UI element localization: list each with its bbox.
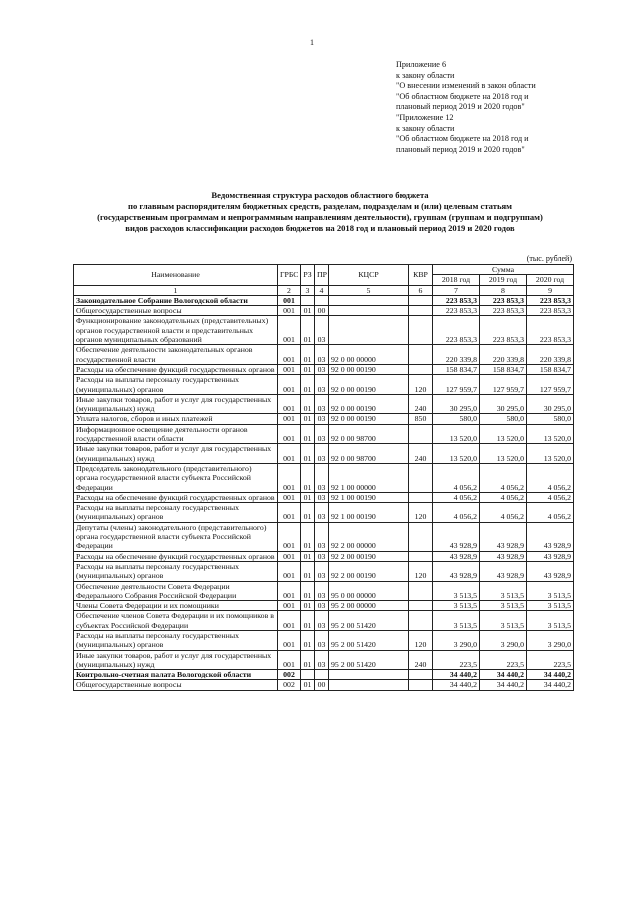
cell-2018: 580,0	[433, 414, 480, 424]
cell-rz: 01	[301, 503, 315, 523]
column-number: 1	[74, 285, 278, 295]
cell-2020: 127 959,7	[527, 375, 574, 395]
cell-2020: 223 853,3	[527, 316, 574, 345]
header-kcsr: КЦСР	[329, 265, 409, 286]
cell-kcsr: 92 1 00 00000	[329, 463, 409, 492]
cell-kvr	[409, 424, 433, 444]
cell-rz: 01	[301, 444, 315, 464]
cell-kvr	[409, 611, 433, 631]
cell-rz: 01	[301, 561, 315, 581]
document-title	[60, 190, 580, 234]
cell-name: Законодательное Собрание Вологодской области	[74, 295, 278, 305]
table-row	[74, 316, 574, 345]
cell-pr: 03	[315, 424, 329, 444]
cell-pr	[315, 295, 329, 305]
cell-kvr	[409, 522, 433, 551]
cell-name: Расходы на выплаты персоналу государственных (муниципальных) органов	[74, 375, 278, 395]
cell-pr: 03	[315, 492, 329, 502]
cell-kcsr	[329, 295, 409, 305]
header-2020: 2020 год	[527, 275, 574, 285]
cell-2019: 4 056,2	[480, 492, 527, 502]
cell-kvr	[409, 492, 433, 502]
cell-grbs: 002	[278, 680, 301, 690]
column-number: 9	[527, 285, 574, 295]
cell-pr: 03	[315, 414, 329, 424]
cell-name: Информационное освещение деятельности органов государственной власти области	[74, 424, 278, 444]
title-line: по главным распорядителям бюджетных средств, разделам, подразделам и (или) целевым статьям	[128, 201, 512, 211]
cell-kvr	[409, 463, 433, 492]
cell-kcsr: 95 0 00 00000	[329, 581, 409, 601]
cell-name: Контрольно-счетная палата Вологодской области	[74, 670, 278, 680]
table-row	[74, 345, 574, 365]
cell-name: Члены Совета Федерации и их помощники	[74, 601, 278, 611]
cell-pr: 03	[315, 561, 329, 581]
cell-kcsr: 95 2 00 51420	[329, 630, 409, 650]
table-row	[74, 364, 574, 374]
table-row	[74, 561, 574, 581]
cell-2019: 34 440,2	[480, 670, 527, 680]
cell-rz: 01	[301, 630, 315, 650]
cell-kcsr: 92 1 00 00190	[329, 492, 409, 502]
table-row	[74, 414, 574, 424]
cell-pr: 03	[315, 601, 329, 611]
cell-grbs: 001	[278, 630, 301, 650]
table-row	[74, 551, 574, 561]
cell-2018: 43 928,9	[433, 561, 480, 581]
cell-rz: 01	[301, 650, 315, 670]
cell-name: Расходы на обеспечение функций государственных органов	[74, 551, 278, 561]
cell-rz: 01	[301, 375, 315, 395]
cell-grbs: 001	[278, 463, 301, 492]
cell-kcsr	[329, 316, 409, 345]
cell-kvr	[409, 316, 433, 345]
cell-2020: 43 928,9	[527, 561, 574, 581]
cell-2018: 4 056,2	[433, 463, 480, 492]
cell-grbs: 001	[278, 375, 301, 395]
column-number: 7	[433, 285, 480, 295]
cell-pr: 03	[315, 611, 329, 631]
appendix-line: "Об областном бюджете на 2018 год и	[396, 91, 529, 101]
cell-name: Общегосударственные вопросы	[74, 680, 278, 690]
header-kvr: КВР	[409, 265, 433, 286]
cell-2019: 223,5	[480, 650, 527, 670]
cell-kvr	[409, 680, 433, 690]
cell-2018: 13 520,0	[433, 444, 480, 464]
table-row	[74, 375, 574, 395]
cell-kcsr: 92 0 00 00190	[329, 394, 409, 414]
cell-name: Обеспечение членов Совета Федерации и их помощников в субъектах Российской Федерации	[74, 611, 278, 631]
cell-pr: 03	[315, 551, 329, 561]
cell-name: Уплата налогов, сборов и иных платежей	[74, 414, 278, 424]
cell-kvr	[409, 306, 433, 316]
cell-pr: 03	[315, 503, 329, 523]
cell-pr: 03	[315, 316, 329, 345]
column-number: 5	[329, 285, 409, 295]
column-number: 4	[315, 285, 329, 295]
cell-kcsr	[329, 680, 409, 690]
cell-2019: 3 513,5	[480, 601, 527, 611]
title-line: Ведомственная структура расходов областного бюджета	[211, 190, 429, 200]
cell-name: Иные закупки товаров, работ и услуг для государственных (муниципальных) нужд	[74, 650, 278, 670]
cell-kcsr: 92 2 00 00190	[329, 561, 409, 581]
cell-2018: 3 513,5	[433, 601, 480, 611]
cell-pr: 00	[315, 306, 329, 316]
cell-name: Расходы на выплаты персоналу государственных (муниципальных) органов	[74, 630, 278, 650]
cell-grbs: 001	[278, 601, 301, 611]
header-2019: 2019 год	[480, 275, 527, 285]
cell-2020: 223,5	[527, 650, 574, 670]
cell-kcsr: 92 0 00 98700	[329, 424, 409, 444]
cell-name: Расходы на обеспечение функций государственных органов	[74, 492, 278, 502]
cell-kcsr: 92 0 00 00190	[329, 414, 409, 424]
cell-2019: 43 928,9	[480, 561, 527, 581]
cell-2020: 34 440,2	[527, 670, 574, 680]
cell-name: Обеспечение деятельности Совета Федерации Федерального Собрания Российской Федерации	[74, 581, 278, 601]
header-sum: Сумма	[433, 265, 574, 275]
cell-grbs: 001	[278, 345, 301, 365]
cell-rz: 01	[301, 394, 315, 414]
cell-2019: 3 513,5	[480, 611, 527, 631]
cell-2020: 4 056,2	[527, 503, 574, 523]
cell-2020: 223 853,3	[527, 306, 574, 316]
cell-kvr	[409, 601, 433, 611]
table-row	[74, 630, 574, 650]
cell-grbs: 001	[278, 581, 301, 601]
cell-rz: 01	[301, 680, 315, 690]
cell-rz: 01	[301, 522, 315, 551]
cell-2018: 223 853,3	[433, 295, 480, 305]
cell-2019: 13 520,0	[480, 424, 527, 444]
cell-2020: 580,0	[527, 414, 574, 424]
header-grbs: ГРБС	[278, 265, 301, 286]
cell-name: Расходы на выплаты персоналу государственных (муниципальных) органов	[74, 561, 278, 581]
cell-rz: 01	[301, 463, 315, 492]
cell-kvr	[409, 364, 433, 374]
cell-2018: 223 853,3	[433, 316, 480, 345]
table-row	[74, 306, 574, 316]
cell-2018: 34 440,2	[433, 680, 480, 690]
cell-2020: 13 520,0	[527, 424, 574, 444]
cell-pr: 03	[315, 394, 329, 414]
cell-rz: 01	[301, 611, 315, 631]
units-label: (тыс. рублей)	[526, 254, 572, 263]
cell-name: Иные закупки товаров, работ и услуг для государственных (муниципальных) нужд	[74, 394, 278, 414]
appendix-line: к закону области	[396, 123, 455, 133]
table-row	[74, 295, 574, 305]
cell-name: Общегосударственные вопросы	[74, 306, 278, 316]
cell-grbs: 001	[278, 551, 301, 561]
cell-kvr	[409, 345, 433, 365]
title-line: видов расходов классификации расходов бюджетов на 2018 год и плановый период 2019 и 2020 годов	[125, 223, 515, 233]
cell-kcsr: 92 1 00 00190	[329, 503, 409, 523]
cell-kcsr: 92 0 00 00190	[329, 375, 409, 395]
header-2018: 2018 год	[433, 275, 480, 285]
cell-name: Расходы на обеспечение функций государственных органов	[74, 364, 278, 374]
appendix-line: "Приложение 12	[396, 112, 454, 122]
cell-pr: 03	[315, 522, 329, 551]
cell-2019: 4 056,2	[480, 463, 527, 492]
table-row	[74, 680, 574, 690]
appendix-line: к закону области	[396, 70, 455, 80]
header-pr: ПР	[315, 265, 329, 286]
cell-grbs: 001	[278, 492, 301, 502]
header-rz: РЗ	[301, 265, 315, 286]
cell-kcsr: 92 2 00 00000	[329, 522, 409, 551]
cell-name: Иные закупки товаров, работ и услуг для государственных (муниципальных) нужд	[74, 444, 278, 464]
cell-rz	[301, 670, 315, 680]
cell-pr: 03	[315, 444, 329, 464]
table-row	[74, 650, 574, 670]
cell-grbs: 001	[278, 394, 301, 414]
cell-2019: 223 853,3	[480, 306, 527, 316]
cell-kvr	[409, 670, 433, 680]
cell-rz: 01	[301, 551, 315, 561]
cell-grbs: 001	[278, 414, 301, 424]
cell-pr: 00	[315, 680, 329, 690]
cell-2019: 4 056,2	[480, 503, 527, 523]
cell-rz: 01	[301, 492, 315, 502]
column-number: 8	[480, 285, 527, 295]
cell-2018: 3 290,0	[433, 630, 480, 650]
cell-2020: 3 513,5	[527, 601, 574, 611]
appendix-line: Приложение 6	[396, 60, 447, 69]
column-number: 2	[278, 285, 301, 295]
table-row	[74, 463, 574, 492]
cell-2018: 220 339,8	[433, 345, 480, 365]
cell-rz: 01	[301, 364, 315, 374]
cell-2020: 158 834,7	[527, 364, 574, 374]
cell-grbs: 001	[278, 522, 301, 551]
appendix-line: плановый период 2019 и 2020 годов"	[396, 144, 525, 154]
cell-2019: 127 959,7	[480, 375, 527, 395]
appendix-line: плановый период 2019 и 2020 годов"	[396, 102, 525, 112]
cell-kvr: 120	[409, 375, 433, 395]
cell-rz: 01	[301, 316, 315, 345]
cell-pr: 03	[315, 364, 329, 374]
cell-2020: 43 928,9	[527, 551, 574, 561]
cell-kcsr: 92 0 00 00000	[329, 345, 409, 365]
cell-kcsr: 95 2 00 51420	[329, 611, 409, 631]
table-row	[74, 522, 574, 551]
cell-kcsr	[329, 670, 409, 680]
cell-kcsr: 92 0 00 98700	[329, 444, 409, 464]
cell-grbs: 001	[278, 306, 301, 316]
cell-grbs: 001	[278, 424, 301, 444]
cell-name: Председатель законодательного (представительного) органа государственной власти субъекта Российской Федерации	[74, 463, 278, 492]
column-number: 6	[409, 285, 433, 295]
cell-2018: 223 853,3	[433, 306, 480, 316]
cell-2019: 43 928,9	[480, 551, 527, 561]
table-row	[74, 670, 574, 680]
cell-2020: 220 339,8	[527, 345, 574, 365]
cell-2020: 3 513,5	[527, 611, 574, 631]
cell-2018: 43 928,9	[433, 551, 480, 561]
cell-grbs: 001	[278, 561, 301, 581]
cell-kcsr: 92 2 00 00190	[329, 551, 409, 561]
cell-kvr	[409, 551, 433, 561]
cell-rz	[301, 295, 315, 305]
cell-pr: 03	[315, 650, 329, 670]
cell-2018: 127 959,7	[433, 375, 480, 395]
cell-2018: 4 056,2	[433, 503, 480, 523]
cell-grbs: 002	[278, 670, 301, 680]
cell-rz: 01	[301, 581, 315, 601]
cell-rz: 01	[301, 414, 315, 424]
table-row	[74, 492, 574, 502]
cell-2018: 13 520,0	[433, 424, 480, 444]
cell-grbs: 001	[278, 316, 301, 345]
cell-name: Функционирование законодательных (представительных) органов государственной власти и представительных органов муниципальных образований	[74, 316, 278, 345]
cell-grbs: 001	[278, 611, 301, 631]
cell-kvr: 120	[409, 561, 433, 581]
cell-kvr: 120	[409, 503, 433, 523]
cell-kvr: 850	[409, 414, 433, 424]
header-name: Наименование	[74, 265, 278, 286]
page-number: 1	[310, 38, 314, 47]
cell-name: Расходы на выплаты персоналу государственных (муниципальных) органов	[74, 503, 278, 523]
cell-2018: 34 440,2	[433, 670, 480, 680]
cell-2018: 3 513,5	[433, 581, 480, 601]
cell-2019: 13 520,0	[480, 444, 527, 464]
cell-kvr: 240	[409, 650, 433, 670]
cell-name: Обеспечение деятельности законодательных органов государственной власти	[74, 345, 278, 365]
cell-2019: 223 853,3	[480, 295, 527, 305]
cell-rz: 01	[301, 601, 315, 611]
cell-grbs: 001	[278, 364, 301, 374]
cell-grbs: 001	[278, 295, 301, 305]
header-row	[74, 265, 574, 275]
cell-kvr: 240	[409, 394, 433, 414]
cell-2020: 3 513,5	[527, 581, 574, 601]
cell-kvr: 240	[409, 444, 433, 464]
cell-pr	[315, 670, 329, 680]
cell-kvr	[409, 581, 433, 601]
cell-2020: 13 520,0	[527, 444, 574, 464]
cell-rz: 01	[301, 306, 315, 316]
cell-name: Депутаты (члены) законодательного (представительного) органа государственной власти субъекта Российской Федерации	[74, 522, 278, 551]
cell-2020: 223 853,3	[527, 295, 574, 305]
cell-grbs: 001	[278, 503, 301, 523]
column-numbers-row	[74, 285, 574, 295]
cell-kcsr: 95 2 00 51420	[329, 650, 409, 670]
appendix-line: "Об областном бюджете на 2018 год и	[396, 134, 529, 144]
cell-2019: 220 339,8	[480, 345, 527, 365]
budget-table	[73, 264, 574, 691]
cell-kvr: 120	[409, 630, 433, 650]
cell-rz: 01	[301, 424, 315, 444]
cell-pr: 03	[315, 345, 329, 365]
cell-2018: 30 295,0	[433, 394, 480, 414]
table-row	[74, 503, 574, 523]
cell-2020: 4 056,2	[527, 492, 574, 502]
cell-kcsr: 95 2 00 00000	[329, 601, 409, 611]
appendix-line: "О внесении изменений в закон области	[396, 81, 536, 91]
cell-2020: 4 056,2	[527, 463, 574, 492]
cell-grbs: 001	[278, 444, 301, 464]
table-row	[74, 581, 574, 601]
cell-rz: 01	[301, 345, 315, 365]
cell-2018: 223,5	[433, 650, 480, 670]
cell-2020: 30 295,0	[527, 394, 574, 414]
cell-grbs: 001	[278, 650, 301, 670]
cell-pr: 03	[315, 463, 329, 492]
cell-2019: 3 513,5	[480, 581, 527, 601]
table-row	[74, 394, 574, 414]
table-row	[74, 444, 574, 464]
table-row	[74, 601, 574, 611]
column-number: 3	[301, 285, 315, 295]
budget-table-body	[74, 295, 574, 690]
cell-2019: 43 928,9	[480, 522, 527, 551]
title-line: (государственным программам и непрограммным направлениям деятельности), группам (группам и подгруппам)	[97, 212, 543, 222]
cell-2019: 158 834,7	[480, 364, 527, 374]
cell-2018: 3 513,5	[433, 611, 480, 631]
cell-2020: 43 928,9	[527, 522, 574, 551]
cell-2019: 30 295,0	[480, 394, 527, 414]
cell-pr: 03	[315, 375, 329, 395]
cell-kvr	[409, 295, 433, 305]
cell-pr: 03	[315, 630, 329, 650]
appendix-note	[396, 60, 596, 155]
table-row	[74, 424, 574, 444]
cell-2018: 158 834,7	[433, 364, 480, 374]
cell-2019: 580,0	[480, 414, 527, 424]
cell-2018: 43 928,9	[433, 522, 480, 551]
table-row	[74, 611, 574, 631]
cell-2019: 223 853,3	[480, 316, 527, 345]
cell-kcsr	[329, 306, 409, 316]
cell-2019: 3 290,0	[480, 630, 527, 650]
cell-2020: 3 290,0	[527, 630, 574, 650]
cell-pr: 03	[315, 581, 329, 601]
cell-2020: 34 440,2	[527, 680, 574, 690]
cell-2018: 4 056,2	[433, 492, 480, 502]
cell-kcsr: 92 0 00 00190	[329, 364, 409, 374]
cell-2019: 34 440,2	[480, 680, 527, 690]
